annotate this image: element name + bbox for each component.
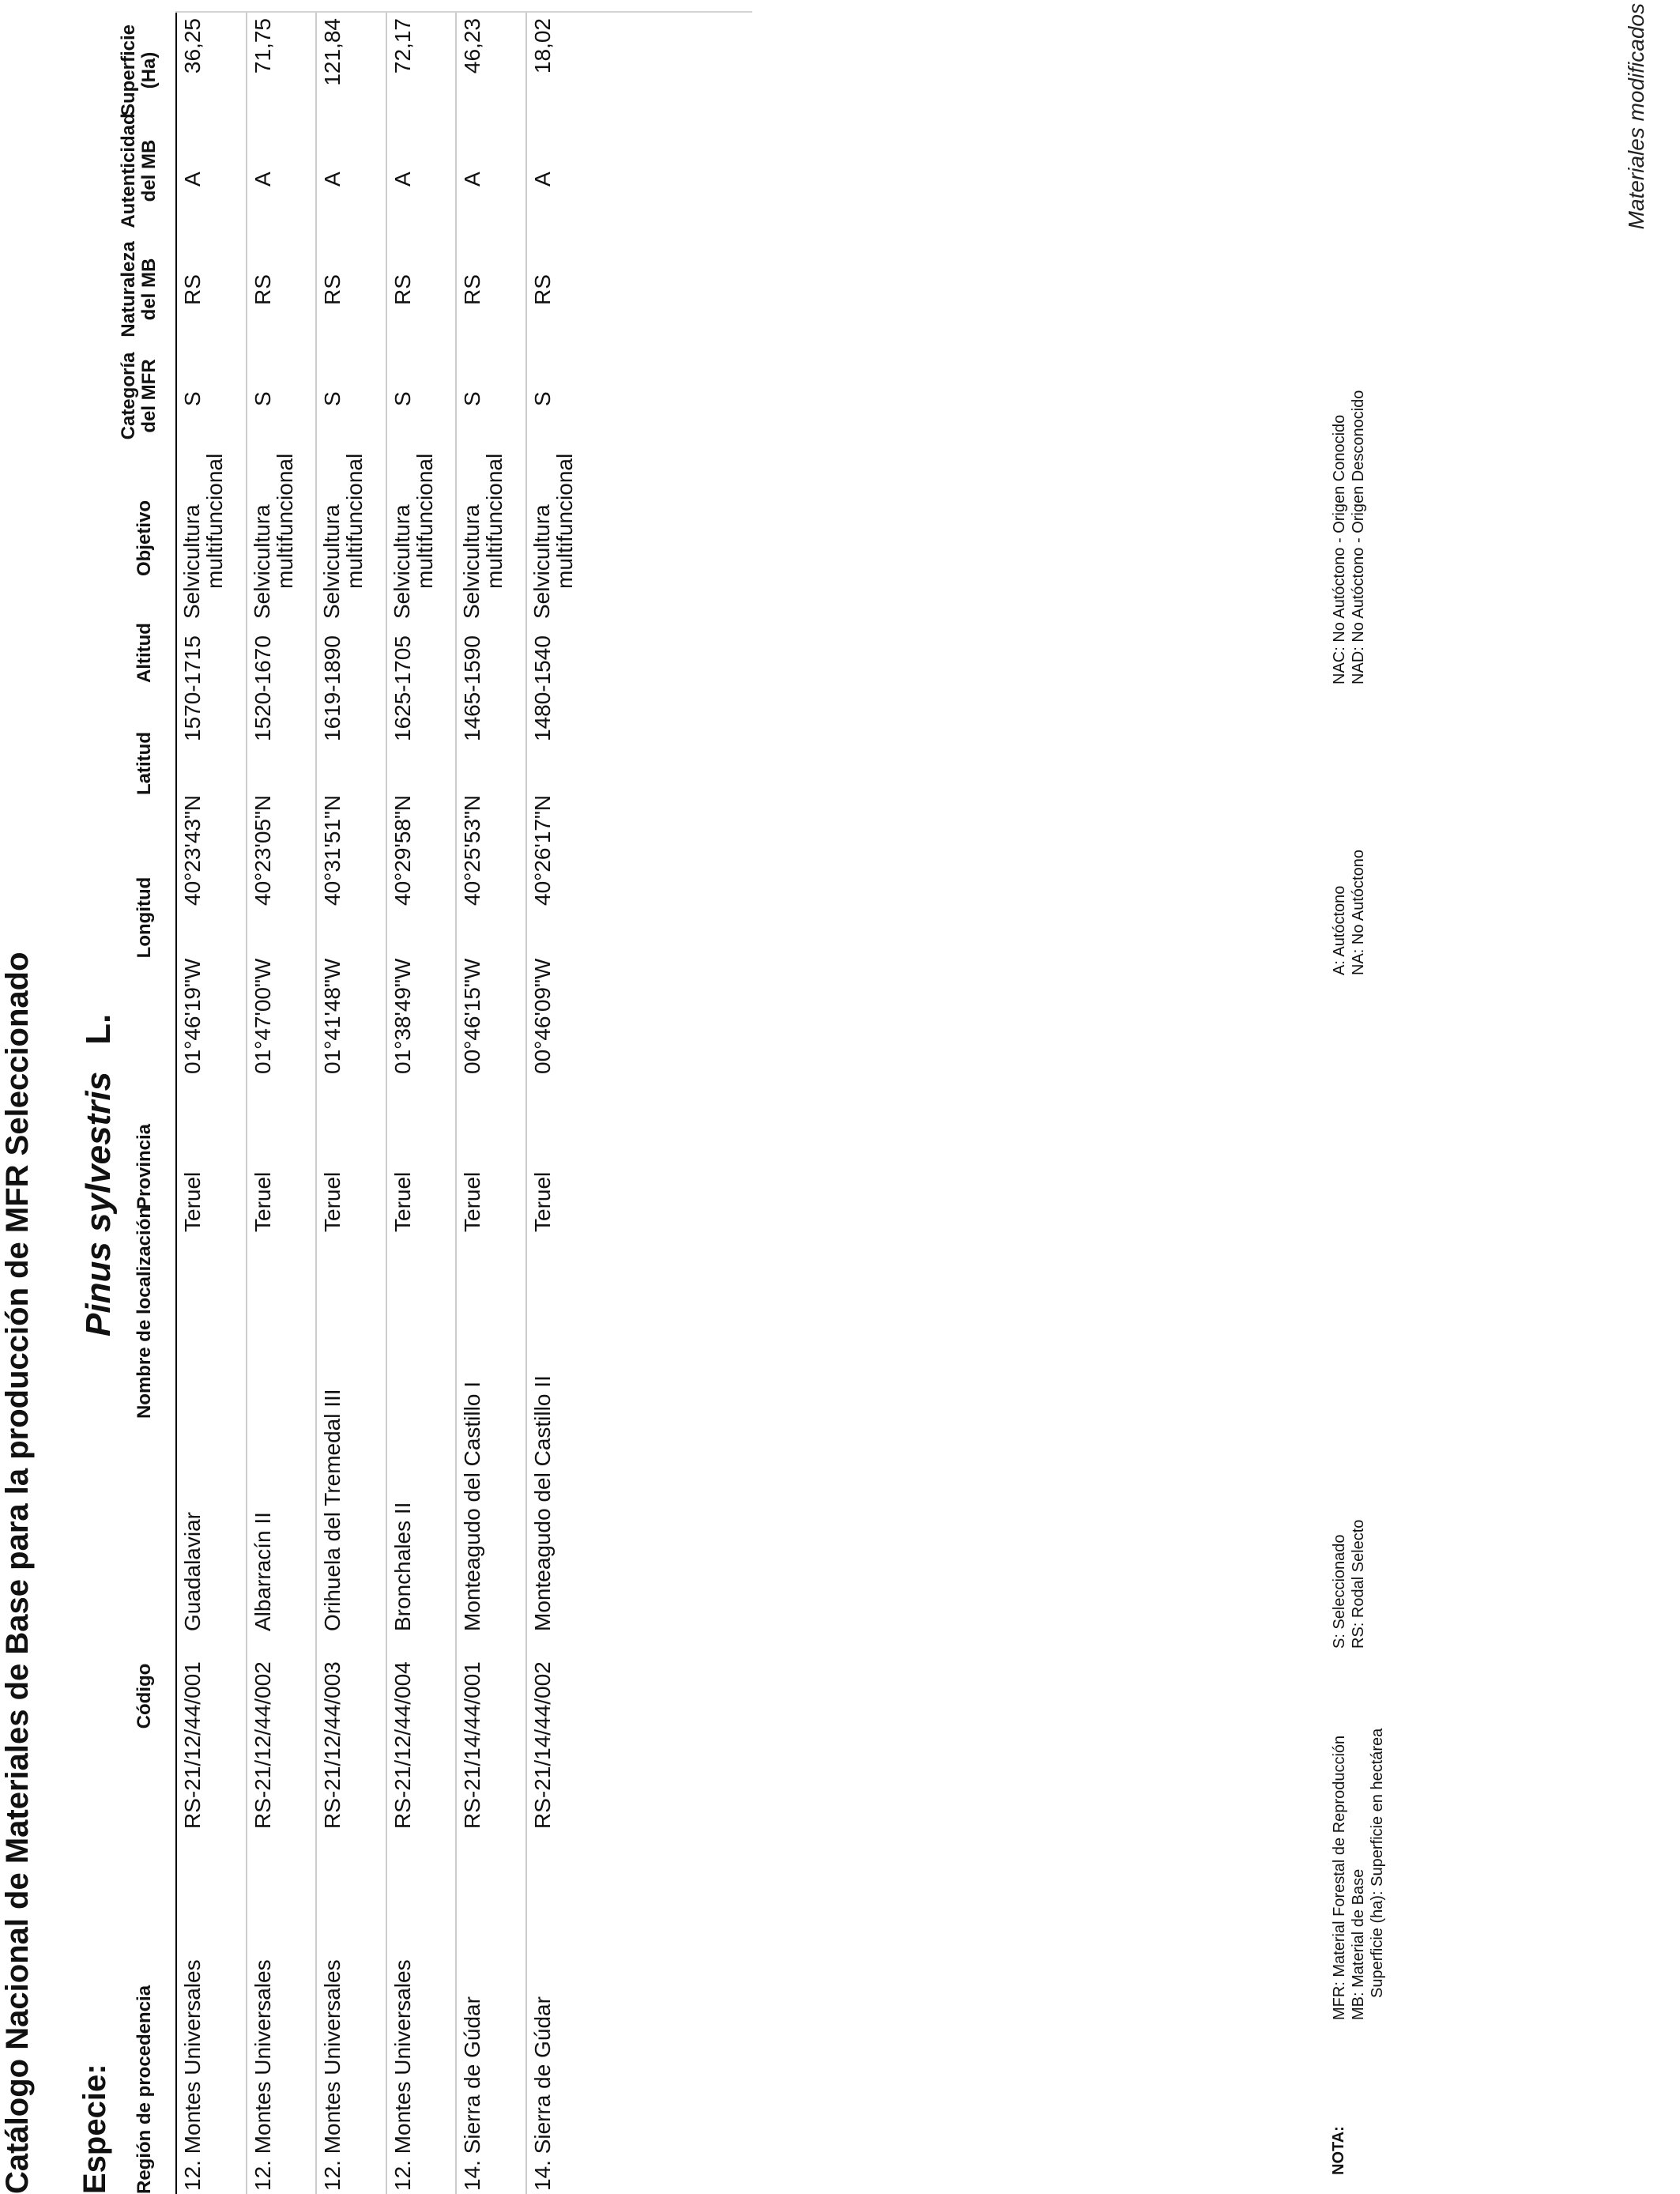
row-divider [455, 13, 457, 2194]
cell-categoria: S [460, 391, 484, 406]
cell-categoria: S [320, 391, 345, 406]
note-line: NAC: No Autóctono - Origen Conocido [1331, 414, 1348, 684]
col-header-latitud: Latitud [134, 732, 155, 795]
row-divider [315, 13, 317, 2194]
cell-longitud: 00°46'09"W [529, 958, 555, 1074]
cell-objetivo-line2: multifuncional [202, 453, 227, 589]
cell-region: 12. Montes Universales [320, 1959, 345, 2191]
col-header-provincia: Provincia [134, 1123, 155, 1210]
cell-objetivo [390, 454, 436, 619]
species-genus: Pinus sylvestris [79, 1071, 118, 1336]
cell-region: 12. Montes Universales [390, 1959, 415, 2191]
notes-column-4 [1330, 390, 1368, 684]
cell-latitud: 40°23'43"N [180, 794, 205, 906]
row-divider [525, 13, 527, 2194]
cell-naturaleza: RS [250, 274, 275, 305]
cell-autenticidad: A [529, 172, 555, 187]
cell-superficie: 71,75 [250, 18, 275, 74]
col-header-superficie [119, 2, 160, 139]
species-label: Especie: [77, 2064, 112, 2194]
cell-nombre: Albarracín II [250, 1512, 275, 1631]
col-header-superficie-line2: (Ha) [138, 51, 160, 89]
cell-altitud: 1625-1705 [390, 635, 415, 741]
cell-superficie: 72,17 [390, 18, 415, 74]
page-title: Catálogo Nacional de Materiales de Base para la producción de MFR Seleccionado [0, 952, 35, 2194]
cell-autenticidad: A [390, 172, 415, 187]
cell-codigo: RS-21/12/44/003 [320, 1661, 345, 1829]
header-rule [175, 13, 177, 2194]
col-header-superficie-line1: Superficie [118, 24, 139, 117]
cell-latitud: 40°23'05"N [250, 794, 275, 906]
cell-nombre: Bronchales II [390, 1502, 415, 1631]
cell-codigo: RS-21/14/44/001 [460, 1661, 484, 1829]
cell-longitud: 00°46'15"W [460, 958, 484, 1074]
cell-latitud: 40°25'53"N [460, 794, 484, 906]
cell-categoria: S [250, 391, 275, 406]
col-header-autenticidad-line1: Autenticidad [118, 113, 139, 228]
col-header-altitud: Altitud [134, 623, 155, 683]
col-header-nombre: Nombre de localización [134, 1206, 155, 1419]
notes-label: NOTA: [1330, 2126, 1347, 2175]
cell-categoria: S [390, 391, 415, 406]
col-header-categoria-line2: del MFR [138, 359, 160, 433]
cell-naturaleza: RS [320, 274, 345, 305]
cell-objetivo-line2: multifuncional [552, 453, 577, 589]
cell-nombre: Monteagudo del Castillo II [529, 1375, 555, 1631]
cell-provincia: Teruel [320, 1171, 345, 1232]
cell-objetivo-line1: Selvicultura [459, 504, 484, 619]
col-header-naturaleza-line1: Naturaleza [118, 241, 139, 337]
cell-latitud: 40°26'17"N [529, 794, 555, 906]
col-header-categoria-line1: Categoría [118, 352, 139, 440]
notes-column-1 [1330, 1728, 1387, 2020]
cell-latitud: 40°29'58"N [390, 794, 415, 906]
species-author: L. [79, 1013, 118, 1045]
cell-autenticidad: A [250, 172, 275, 187]
cell-autenticidad: A [180, 172, 205, 187]
cell-naturaleza: RS [390, 274, 415, 305]
cell-provincia: Teruel [250, 1171, 275, 1232]
row-divider [246, 13, 247, 2194]
note-line: Superficie (ha): Superficie en hectárea [1369, 1728, 1386, 1998]
cell-categoria: S [529, 391, 555, 406]
note-line: MFR: Material Forestal de Reproducción [1331, 1735, 1348, 2020]
species-name [79, 1014, 119, 1336]
cell-autenticidad: A [460, 172, 484, 187]
cell-superficie: 121,84 [320, 18, 345, 86]
cell-latitud: 40°31'51"N [320, 794, 345, 906]
cell-nombre: Guadalaviar [180, 1512, 205, 1631]
note-line: A: Autóctono [1331, 885, 1348, 975]
col-header-autenticidad-line2: del MB [138, 139, 160, 202]
cell-superficie: 46,23 [460, 18, 484, 74]
cell-objetivo [320, 454, 366, 619]
cell-region: 14. Sierra de Gúdar [529, 1996, 555, 2191]
cell-naturaleza: RS [529, 274, 555, 305]
cell-autenticidad: A [320, 172, 345, 187]
cell-categoria: S [180, 391, 205, 406]
cell-objetivo-line2: multifuncional [342, 453, 367, 589]
col-header-region: Región de procedencia [134, 1985, 155, 2194]
cell-longitud: 01°38'49"W [390, 958, 415, 1074]
cell-altitud: 1619-1890 [320, 635, 345, 741]
cell-objetivo [250, 454, 296, 619]
cell-codigo: RS-21/12/44/002 [250, 1661, 275, 1829]
note-line: NA: No Autóctono [1350, 850, 1367, 975]
cell-objetivo-line1: Selvicultura [179, 504, 204, 619]
cell-region: 14. Sierra de Gúdar [460, 1996, 484, 2191]
cell-nombre: Monteagudo del Castillo I [460, 1382, 484, 1631]
cell-altitud: 1465-1590 [460, 635, 484, 741]
col-header-codigo: Código [134, 1663, 155, 1729]
cell-objetivo-line2: multifuncional [412, 453, 437, 589]
cell-altitud: 1520-1670 [250, 635, 275, 741]
cell-altitud: 1480-1540 [529, 635, 555, 741]
cell-longitud: 01°46'19"W [180, 958, 205, 1074]
cell-superficie: 18,02 [529, 18, 555, 74]
cell-objetivo-line1: Selvicultura [389, 504, 414, 619]
note-line: RS: Rodal Selecto [1350, 1519, 1367, 1649]
notes-column-2 [1330, 1520, 1368, 1649]
header-note: Materiales modificados [1624, 3, 1648, 230]
cell-naturaleza: RS [460, 274, 484, 305]
note-line: S: Seleccionado [1331, 1534, 1348, 1649]
cell-longitud: 01°47'00"W [250, 958, 275, 1074]
cell-provincia: Teruel [460, 1171, 484, 1232]
col-header-objetivo: Objetivo [134, 500, 155, 577]
cell-longitud: 01°41'48"W [320, 958, 345, 1074]
table-right-rule [175, 11, 752, 13]
cell-superficie: 36,25 [180, 18, 205, 74]
cell-objetivo [460, 454, 506, 619]
cell-codigo: RS-21/12/44/001 [180, 1661, 205, 1829]
notes-column-3 [1330, 850, 1368, 975]
cell-provincia: Teruel [529, 1171, 555, 1232]
note-line: MB: Material de Base [1350, 1868, 1367, 2020]
cell-objetivo [530, 454, 576, 619]
cell-provincia: Teruel [180, 1171, 205, 1232]
cell-codigo: RS-21/14/44/002 [529, 1661, 555, 1829]
cell-objetivo-line2: multifuncional [482, 453, 507, 589]
cell-naturaleza: RS [180, 274, 205, 305]
cell-objetivo-line2: multifuncional [272, 453, 297, 589]
cell-provincia: Teruel [390, 1171, 415, 1232]
cell-objetivo-line1: Selvicultura [319, 504, 344, 619]
col-header-longitud: Longitud [134, 876, 155, 959]
cell-region: 12. Montes Universales [250, 1959, 275, 2191]
row-divider [386, 13, 387, 2194]
cell-objetivo-line1: Selvicultura [529, 504, 554, 619]
cell-codigo: RS-21/12/44/004 [390, 1661, 415, 1829]
cell-objetivo [180, 454, 226, 619]
cell-objetivo-line1: Selvicultura [249, 504, 274, 619]
note-line: NAD: No Autóctono - Origen Desconocido [1350, 390, 1367, 684]
cell-nombre: Orihuela del Tremedal III [320, 1389, 345, 1631]
cell-region: 12. Montes Universales [180, 1959, 205, 2191]
cell-altitud: 1570-1715 [180, 635, 205, 741]
col-header-naturaleza-line2: del MB [138, 258, 160, 321]
